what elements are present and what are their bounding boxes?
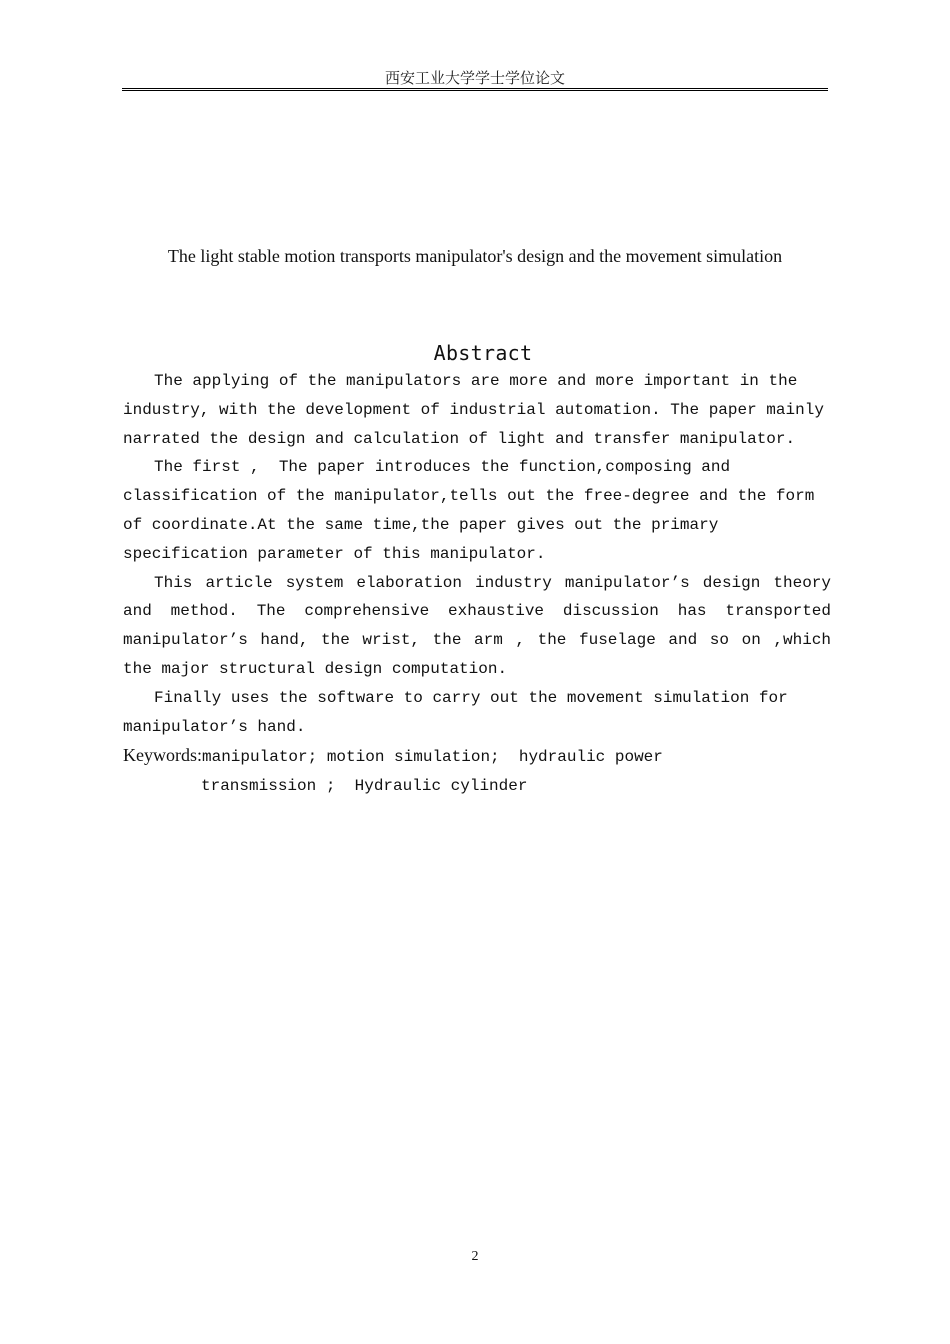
text-line: manipulator’s hand, the wrist, the arm , the fuselage and so on ,which	[123, 631, 831, 650]
text-line: This article system elaboration industry manipulator’s design theory	[154, 573, 831, 592]
text-line: Finally uses the software to carry out the movement simulation for	[154, 688, 788, 707]
keywords-line-1: manipulator; motion simulation; hydraulic power	[202, 748, 663, 767]
abstract-paragraph-2	[123, 453, 831, 568]
running-header: 西安工业大学学士学位论文	[384, 69, 565, 87]
keywords-block	[123, 741, 831, 801]
text-line: specification parameter of this manipulator.	[123, 544, 546, 563]
text-line: industry, with the development of industrial automation. The paper mainly	[123, 400, 824, 419]
text-line: The first , The paper introduces the function,composing and	[154, 458, 731, 477]
keywords-line-2: transmission ; Hydraulic cylinder	[201, 777, 528, 796]
header-rule	[122, 88, 828, 91]
page-number: 2	[471, 1249, 479, 1264]
abstract-paragraph-1	[123, 367, 831, 453]
text-line: and method. The comprehensive exhaustive discussion has transported	[123, 602, 831, 621]
text-line: the major structural design computation.	[123, 659, 508, 678]
keywords-label: Keywords:	[123, 745, 202, 766]
abstract-paragraph-4	[123, 684, 831, 742]
paper-title: The light stable motion transports manipulator's design and the movement simulation	[167, 246, 783, 266]
abstract-heading: Abstract	[433, 341, 533, 365]
abstract-body	[123, 367, 831, 801]
text-line: The applying of the manipulators are more and more important in the	[154, 372, 798, 390]
text-line: of coordinate.At the same time,the paper gives out the primary	[123, 515, 719, 534]
text-line: narrated the design and calculation of light and transfer manipulator.	[123, 429, 796, 448]
text-line: classification of the manipulator,tells out the free-degree and the form	[123, 487, 815, 506]
abstract-paragraph-3	[123, 569, 831, 684]
text-line: manipulator’s hand.	[123, 717, 306, 736]
